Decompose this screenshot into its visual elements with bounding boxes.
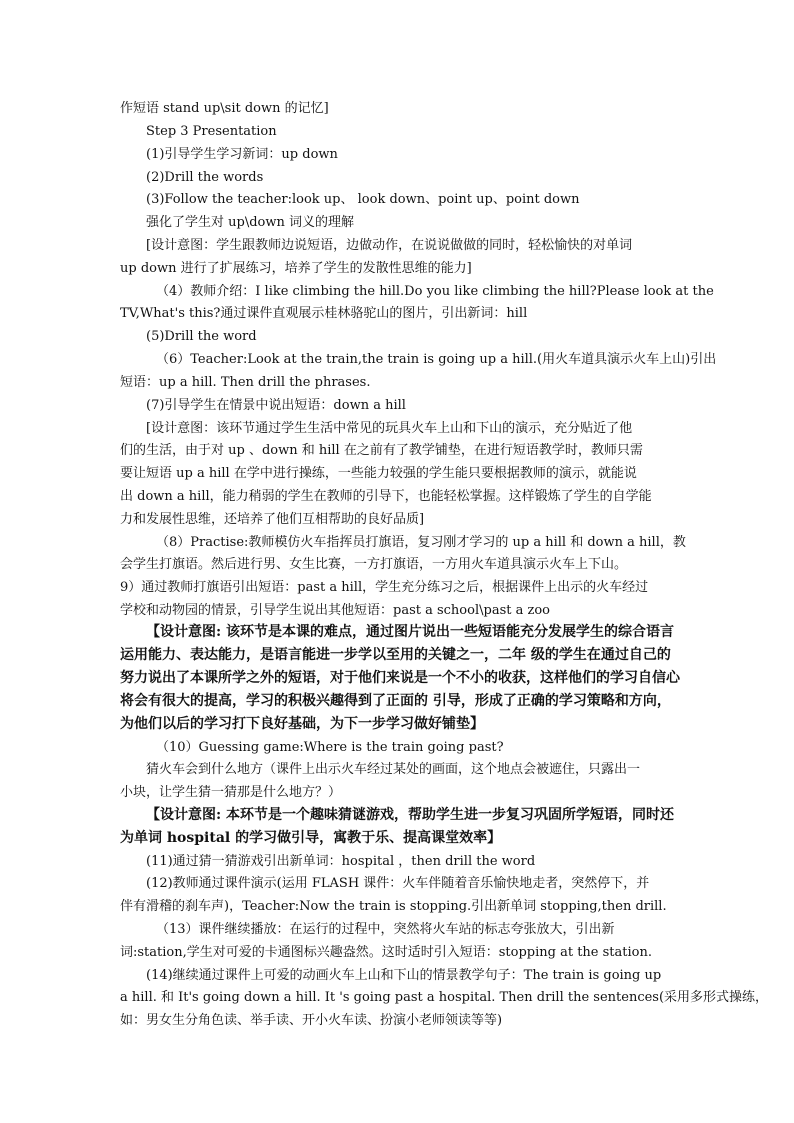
design-intent-text: 将会有很大的提高，学习的积极兴趣得到了正面的 引导，形成了正确的学习策略和方向，	[120, 693, 671, 709]
text-line: 出 down a hill，能力稍弱的学生在教师的引导下，也能轻松掌握。这样锻炼了学生的自学能	[120, 489, 652, 504]
text-line: 词:station,学生对可爱的卡通图标兴趣盎然。这时适时引入短语：stopping at the station.	[120, 945, 652, 960]
text-line: 要让短语 up a hill 在学中进行操练，一些能力较强的学生能只要根据教师的演示，就能说	[120, 466, 637, 481]
text-line: 伴有滑稽的刹车声)，Teacher:Now the train is stopping.引出新单词 stopping,then drill.	[120, 899, 667, 914]
text-line: TV,What's this?通过课件直观展示桂林骆驼山的图片，引出新词：hill	[120, 306, 528, 321]
text-line: 会学生打旗语。然后进行男、女生比赛，一方打旗语，一方用火车道具演示火车上下山。	[120, 557, 628, 572]
text-line: （10）Guessing game:Where is the train going past?	[156, 740, 504, 755]
text-line: up down 进行了扩展练习，培养了学生的发散性思维的能力]	[120, 261, 472, 276]
text-line: (2)Drill the words	[146, 170, 264, 185]
text-line: 学校和动物园的情景，引导学生说出其他短语：past a school\past a zoo	[120, 603, 550, 618]
text-line: [设计意图：该环节通过学生生活中常见的玩具火车上山和下山的演示，充分贴近了他	[146, 421, 633, 436]
text-line: 小块，让学生猜一猜那是什么地方？）	[120, 785, 342, 800]
text-line: （4）教师介绍：I like climbing the hill.Do you like climbing the hill?Please look at the	[156, 284, 714, 299]
text-line: 短语：up a hill. Then drill the phrases.	[120, 375, 371, 390]
text-line: 强化了学生对 up\down 词义的理解	[146, 215, 354, 230]
text-line: (14)继续通过课件上可爱的动画火车上山和下山的情景教学句子：The train is going up	[146, 968, 662, 983]
text-line: (7)引导学生在情景中说出短语：down a hill	[146, 398, 406, 413]
text-line: (1)引导学生学习新词：up down	[146, 147, 338, 162]
text-line: a hill. 和 It's going down a hill. It 's going past a hospital. Then drill the sentences(采用多形式操练，	[120, 990, 769, 1005]
text-line: (12)教师通过课件演示(运用 FLASH 课件：火车伴随着音乐愉快地走者，突然停下，并	[146, 876, 650, 891]
text-line: (3)Follow the teacher:look up、 look down、point up、point down	[146, 192, 580, 207]
design-intent-text: 【设计意图: 本环节是一个趣味猜谜游戏，帮助学生进一步复习巩固所学短语，同时还	[146, 807, 675, 823]
text-line: (11)通过猜一猜游戏引出新单词：hospital ，then drill the word	[146, 854, 536, 869]
text-line: 力和发展性思维，还培养了他们互相帮助的良好品质]	[120, 512, 425, 527]
text-line: （8）Practise:教师模仿火车指挥员打旗语，复习刚才学习的 up a hill 和 down a hill，教	[156, 535, 686, 550]
design-intent-text: 为单词 hospital 的学习做引导，寓教于乐、提高课堂效率】	[120, 830, 502, 846]
text-line: （13）课件继续播放：在运行的过程中，突然将火车站的标志夸张放大，引出新	[156, 922, 615, 937]
text-line: 9）通过教师打旗语引出短语：past a hill，学生充分练习之后，根据课件上出示的火车经过	[120, 580, 649, 595]
text-line: 猜火车会到什么地方（课件上出示火车经过某处的画面，这个地点会被遮住，只露出一	[146, 762, 641, 777]
text-line: 作短语 stand up\sit down 的记忆]	[120, 101, 329, 116]
text-line: 如：男女生分角色读、举手读、开小火车读、扮演小老师领读等等)	[120, 1013, 503, 1028]
text-line: （6）Teacher:Look at the train,the train is going up a hill.(用火车道具演示火车上山)引出	[156, 352, 717, 367]
design-intent-text: 努力说出了本课所学之外的短语，对于他们来说是一个不小的收获，这样他们的学习自信心	[120, 670, 680, 686]
step-heading: Step 3 Presentation	[146, 124, 277, 139]
text-line: [设计意图：学生跟教师边说短语，边做动作，在说说做做的同时，轻松愉快的对单词	[146, 238, 633, 253]
design-intent-text: 运用能力、表达能力，是语言能进一步学以至用的关键之一，二年 级的学生在通过自己的	[120, 647, 671, 663]
text-line: 们的生活，由于对 up 、down 和 hill 在之前有了教学铺垫，在进行短语教学时，教师只需	[120, 443, 643, 458]
text-line: (5)Drill the word	[146, 329, 257, 344]
design-intent-text: 【设计意图: 该环节是本课的难点，通过图片说出一些短语能充分发展学生的综合语言	[146, 624, 675, 640]
design-intent-text: 为他们以后的学习打下良好基础，为下一步学习做好铺垫】	[120, 716, 484, 732]
